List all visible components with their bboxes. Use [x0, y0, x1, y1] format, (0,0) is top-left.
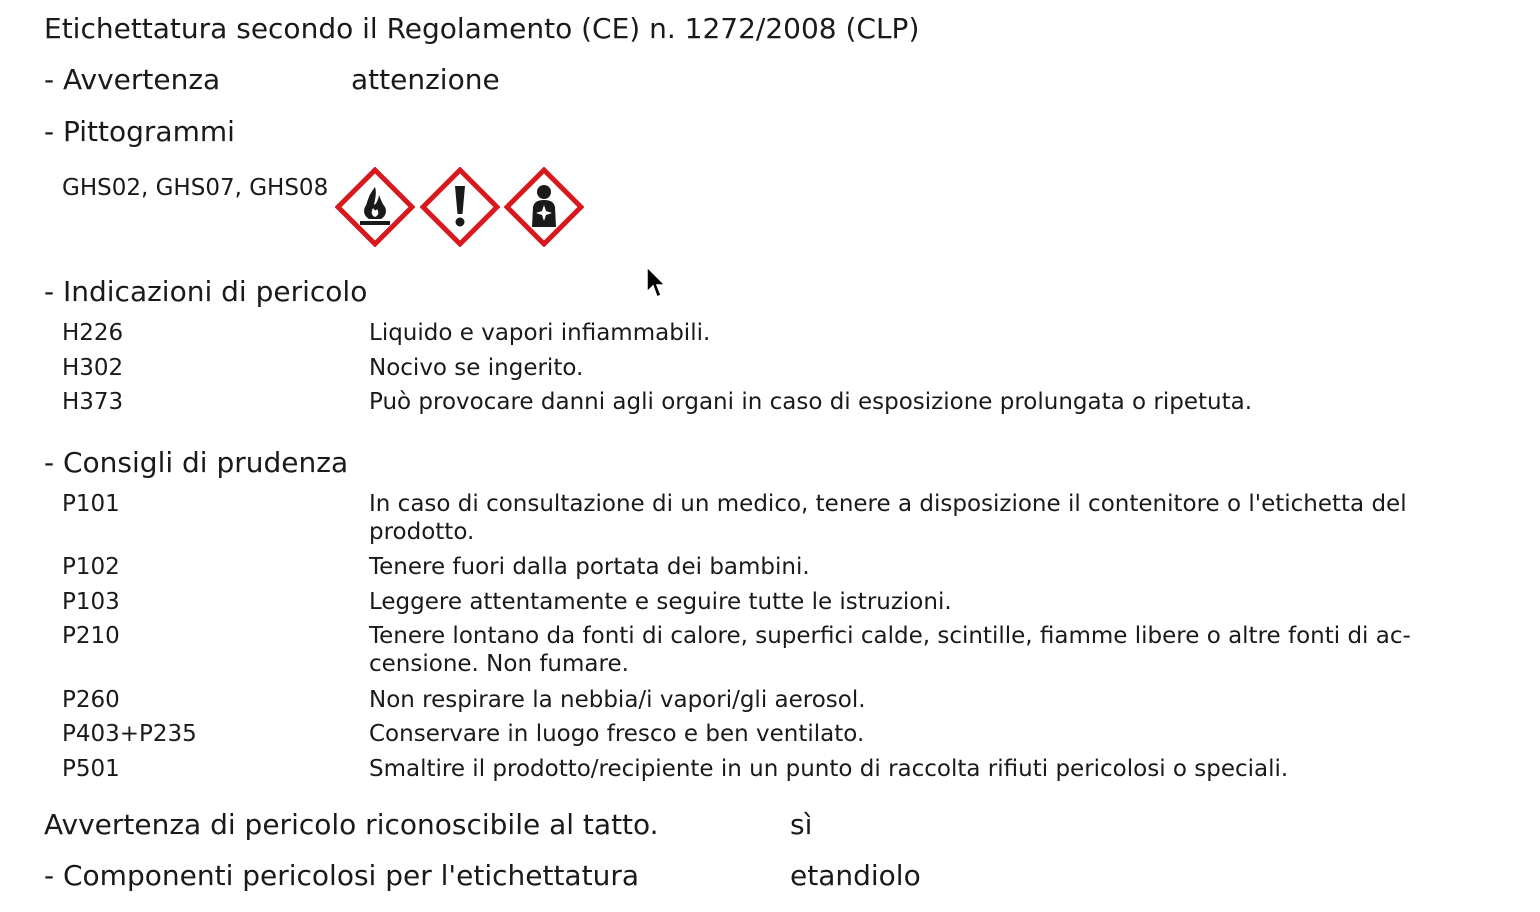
signal-word-value: attenzione	[351, 63, 500, 96]
hazard-text: Nocivo se ingerito.	[369, 355, 584, 381]
hazardous-components-value: etandiolo	[790, 859, 921, 892]
precaution-code: P403+P235	[62, 721, 197, 747]
hazard-code: H373	[62, 389, 124, 415]
precaution-code: P501	[62, 756, 120, 782]
precaution-text: Tenere lontano da fonti di calore, superfici calde, scintille, fiamme libere o altre fonti di ac-	[369, 623, 1411, 649]
signal-word-label: - Avvertenza	[44, 63, 221, 96]
precaution-text-continued: prodotto.	[369, 519, 475, 545]
precaution-code: P102	[62, 554, 120, 580]
flame-icon	[335, 167, 415, 247]
precaution-text: Leggere attentamente e seguire tutte le istruzioni.	[369, 589, 952, 615]
hazard-code: H226	[62, 320, 124, 346]
precaution-text-continued: censione. Non fumare.	[369, 651, 629, 677]
precaution-code: P210	[62, 623, 120, 649]
precautionary-statements-heading: - Consigli di prudenza	[44, 446, 349, 479]
hazardous-components-label: - Componenti pericolosi per l'etichettatura	[44, 859, 639, 892]
tactile-warning-value: sì	[790, 808, 813, 841]
hazard-statements-heading: - Indicazioni di pericolo	[44, 275, 368, 308]
precaution-text: Non respirare la nebbia/i vapori/gli aerosol.	[369, 687, 866, 713]
precaution-code: P260	[62, 687, 120, 713]
tactile-warning-label: Avvertenza di pericolo riconoscibile al tatto.	[44, 808, 659, 841]
precaution-code: P103	[62, 589, 120, 615]
mouse-cursor-icon	[645, 266, 669, 302]
pictogram-codes: GHS02, GHS07, GHS08	[62, 175, 329, 201]
precaution-text: In caso di consultazione di un medico, tenere a disposizione il contenitore o l'etichetta del	[369, 491, 1407, 517]
exclamation-mark-icon	[420, 167, 500, 247]
precaution-code: P101	[62, 491, 120, 517]
precaution-text: Tenere fuori dalla portata dei bambini.	[369, 554, 810, 580]
precaution-text: Conservare in luogo fresco e ben ventilato.	[369, 721, 865, 747]
hazard-text: Può provocare danni agli organi in caso di esposizione prolungata o ripetuta.	[369, 389, 1253, 415]
section-title: Etichettatura secondo il Regolamento (CE) n. 1272/2008 (CLP)	[44, 12, 920, 45]
pictograms-heading: - Pittogrammi	[44, 115, 235, 148]
health-hazard-icon	[504, 167, 584, 247]
precaution-text: Smaltire il prodotto/recipiente in un punto di raccolta rifiuti pericolosi o speciali.	[369, 756, 1289, 782]
hazard-code: H302	[62, 355, 124, 381]
hazard-text: Liquido e vapori infiammabili.	[369, 320, 711, 346]
